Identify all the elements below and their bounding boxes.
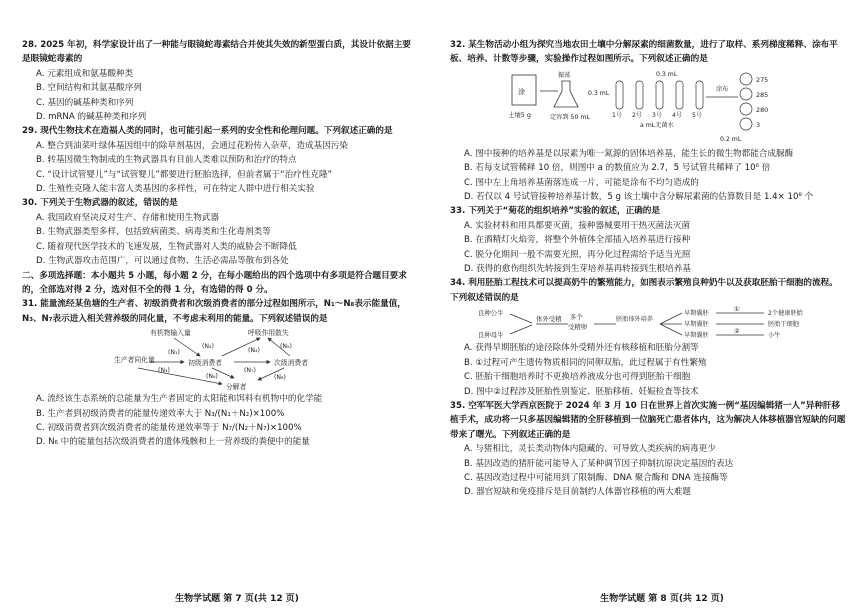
- respiration-label: 呼吸作用散失: [248, 329, 289, 338]
- n3-label: (N₃): [158, 367, 170, 375]
- option-a: A. 实验材料和用具都要灭菌，接种器械要用干热灭菌法灭菌: [464, 220, 691, 231]
- option-a: A. 获得早期胚胎的途径除体外受精外还有核移植和胚胎分割等: [464, 343, 699, 354]
- colony-count: 275: [756, 75, 769, 84]
- plate-label: 涂: [518, 87, 525, 96]
- transfer-plate-label: 0.2 mL: [720, 135, 742, 143]
- option-a: A. 与猪相比，灵长类动物体内隐藏的、可导致人类疾病的病毒更少: [464, 444, 716, 455]
- option-c: C. “设计试管婴儿”与“试管婴儿”都要进行胚胎选择，但前者属于“治疗性克隆”: [36, 169, 332, 180]
- option-d: D. 若仅以 4 号试管接种培养基计数，5 g 该土壤中含分解尿素菌的估算数目是 1.4× 10⁸ 个: [464, 192, 814, 203]
- right-page: [436, 0, 860, 608]
- tube-label: 4号: [672, 111, 682, 119]
- question-stem: 32. 某生物活动小组为探究当地农田土壤中分解尿素的细菌数量，进行了取样、系列梯度稀释、涂布平板、培养、计数等步骤，实验操作过程如图所示。下列叙述正确的是: [450, 40, 838, 65]
- circle-2-label: ②: [734, 328, 740, 336]
- arrow-cow: [510, 325, 532, 334]
- outcome-label: 2个健康胚胎: [768, 310, 803, 318]
- tube: [676, 81, 683, 109]
- page-footer: 生物学试题 第 8 页(共 12 页): [600, 594, 724, 604]
- arrow-bull: [510, 314, 532, 323]
- transfer-top-label: 0.3 mL: [656, 70, 678, 78]
- option-c: C. 初级消费者到次级消费者的能量传递效率等于 N₇/(N₂＋N₇)×100%: [36, 422, 302, 433]
- option-a: A. 我国政府坚决反对生产、存储和使用生物武器: [36, 212, 220, 223]
- question-stem: 33. 下列关于“菊花的组织培养”实验的叙述，正确的是: [450, 206, 660, 217]
- outcome-label: 胚胎干细胞: [768, 321, 799, 329]
- secondary-consumer-label: 次级消费者: [274, 359, 308, 368]
- option-d: D. 获得的愈伤组织先转接到生芽培养基再转接到生根培养基: [464, 264, 691, 275]
- option-b: B. 若每支试管稀释 10 倍，则图中 a 的数值应为 2.7，5 号试管共稀释了 10⁶ 倍: [464, 163, 771, 174]
- n8-label: (N₈): [274, 374, 286, 382]
- question-34: [450, 276, 846, 398]
- petri-dish: [740, 103, 752, 115]
- colony-count: 285: [756, 90, 769, 99]
- arrow-branch-1: [660, 313, 682, 324]
- option-b: B. ①过程可产生遗传物质相同的同卵双胎，此过程属于有性繁殖: [464, 357, 707, 368]
- embryo-flow-diagram: [450, 305, 846, 341]
- question-30: [22, 196, 418, 268]
- option-c: C. 胚胎干细胞培养时不更换培养液成分也可得到胚胎干细胞: [464, 372, 691, 383]
- option-d: D. mRNA 的碱基种类和序列: [36, 112, 147, 123]
- decomposer-label: 分解者: [226, 383, 247, 392]
- option-c: C. 图中左上角培养基菌落连成一片，可能是涂布不均匀造成的: [464, 177, 699, 188]
- petri-dish: [740, 88, 752, 100]
- option-c: C. 基因改造过程中可能用到了限制酶、DNA 聚合酶和 DNA 连接酶等: [464, 472, 728, 483]
- option-b: B. 转基因微生物制成的生物武器具有目前人类难以预防和治疗的特点: [36, 155, 297, 166]
- early-blastocyst-label: 早期囊胚: [684, 310, 709, 318]
- n2-label: (N₂): [202, 343, 214, 351]
- option-d: D. 生殖性克隆人能丰富人类基因的多样性，可在特定人群中进行相关实验: [36, 184, 315, 195]
- many-label: 多个: [570, 313, 583, 322]
- outcome-label: 小牛: [768, 332, 781, 340]
- cow-label: 良种母牛: [478, 331, 504, 340]
- question-35: [450, 399, 846, 500]
- option-a: A. 图中接种的培养基是以尿素为唯一氮源的固体培养基，能生长的微生物都能合成脲酶: [464, 148, 794, 159]
- question-28: [22, 38, 418, 124]
- soil-label: 土壤5 g: [508, 110, 531, 119]
- question-stem: 35. 空军军医大学西京医院于 2024 年 3 月 10 日在世界上首次实施一例“基因编辑猪一人”异种肝移植手术，成功将一只多基因编辑猪的全肝移植到一位脑死亡患者体内，这为解决人体移植器官短缺的问题带来了曙光。下列叙述正确的是: [450, 400, 846, 440]
- option-b: B. 在酒精灯火焰旁，将整个外植体全部插入培养基进行接种: [464, 235, 691, 246]
- organic-input-label: 有机物输入量: [150, 329, 191, 338]
- colony-count: 280: [756, 105, 769, 114]
- question-31: [22, 297, 418, 449]
- n7-label: (N₇): [244, 367, 256, 375]
- early-blastocyst-label: 早期囊胚: [684, 332, 709, 340]
- option-b: B. 空间结构和其氨基酸序列: [36, 83, 142, 94]
- option-c: C. 脱分化期间一般不需要光照，再分化过程需给予适当光照: [464, 249, 691, 260]
- petri-dish: [740, 118, 752, 130]
- culture-label: 胚胎体外培养: [616, 316, 654, 324]
- early-blastocyst-label: 早期囊胚: [684, 321, 709, 329]
- flask-sub-label: 定容到 50 mL: [550, 113, 590, 121]
- option-b: B. 生物武器类型多样，包括致病菌类、病毒类和生化毒剂类等: [36, 227, 271, 238]
- question-29: [22, 124, 418, 196]
- option-d: D. 图中②过程涉及胚胎性别鉴定、胚胎移植、妊娠检查等技术: [464, 386, 699, 397]
- tube: [636, 81, 643, 109]
- option-a: A. 元素组成和氨基酸种类: [36, 68, 134, 79]
- flask-icon: [554, 81, 578, 107]
- fertilized-label: 受精卵: [568, 323, 588, 332]
- question-stem: 34. 利用胚胎工程技术可以提高奶牛的繁殖能力，如图表示繁殖良种奶牛以及获取胚胎干细胞的流程。下列叙述错误的是: [450, 278, 838, 303]
- ivf-label: 体外受精: [536, 315, 562, 324]
- option-b: B. 基因改造的猪肝能可能导入了某种调节因子抑制抗原决定基因的表达: [464, 458, 734, 469]
- option-a: A. 整合到油菜叶绿体基因组中的除草剂基因，会通过花粉传入杂草，造成基因污染: [36, 140, 348, 151]
- option-b: B. 生产者到初级消费者的能量传递效率大于 N₃/(N₁＋N₂)×100%: [36, 408, 285, 419]
- circle-1-label: ①: [734, 306, 740, 314]
- tube-label: 5号: [692, 111, 702, 119]
- section-heading: 二、多项选择题：本小题共 5 小题，每小题 2 分，在每小题给出的四个选项中有多项是符合题目要求的，全部选对得 2 分，选对但不全的得 1 分，有选错的得 0 分。: [22, 270, 407, 295]
- question-stem: 30. 下列关于生物武器的叙述，错误的是: [22, 198, 178, 209]
- tube: [616, 81, 623, 109]
- n5-label: (N₅): [280, 343, 292, 351]
- option-d: D. 器官短缺和免疫排斥是目前制约人体器官移植的两大难题: [464, 487, 691, 498]
- page-footer: 生物学试题 第 7 页(共 12 页): [175, 594, 299, 604]
- dilution-diagram: [450, 67, 846, 147]
- n4-label: (N₄): [248, 347, 260, 355]
- option-c: C. 基因的碱基种类和序列: [36, 97, 134, 108]
- tube: [696, 81, 703, 109]
- tube: [656, 81, 663, 109]
- colony-count: 3: [756, 120, 761, 129]
- tubes: [616, 81, 703, 109]
- producer-label: 生产者同化量: [114, 356, 155, 365]
- n1-label: (N₁): [168, 349, 180, 357]
- option-d: D. 生物武器攻击范围广，可以通过食物、生活必需品等散布到各处: [36, 256, 289, 267]
- tube-label: 3号: [652, 111, 662, 119]
- plates: [740, 73, 752, 130]
- transfer-label: 0.3 mL: [588, 89, 610, 97]
- option-c: C. 随着现代医学技术的飞速发展，生物武器对人类的威胁会不断降低: [36, 241, 297, 252]
- bull-label: 良种公牛: [478, 309, 504, 318]
- n6-label: (N₆): [206, 373, 218, 381]
- sterile-water-label: a mL无菌水: [640, 121, 674, 129]
- question-stem: 31. 能量流经某鱼塘的生产者、初级消费者和次级消费者的部分过程如图所示，N₁～N₈表示能量值，N₃、N₇表示进入相关营养级的同化量，不考虑未利用的能量。下列叙述错误的是: [22, 299, 406, 324]
- option-a: A. 流经该生态系统的总能量为生产者固定的太阳能和饵料有机物中的化学能: [36, 394, 323, 405]
- petri-dish: [740, 73, 752, 85]
- mix-label: 振荡: [558, 71, 571, 79]
- question-stem: 29. 现代生物技术在造福人类的同时，也可能引起一系列的安全性和伦理问题。下列叙述正确的是: [22, 126, 393, 137]
- question-33: [450, 204, 846, 276]
- primary-consumer-label: 初级消费者: [188, 359, 222, 368]
- question-32: [450, 38, 846, 204]
- energy-flow-diagram: [22, 326, 418, 392]
- arrow-branch-3: [660, 324, 682, 335]
- option-d: D. N₆ 中的能量包括次级消费者的遗体残骸和上一营养级的粪便中的能量: [36, 437, 310, 448]
- coat-label: 涂布: [716, 85, 729, 93]
- question-stem: 28. 2025 年初，科学家设计出了一种能与眼镜蛇毒素结合并使其失效的新型蛋白质，其设计依据主要是眼镜蛇毒素的: [22, 40, 411, 65]
- tube-label: 2号: [632, 111, 642, 119]
- tube-label: 1号: [612, 111, 622, 119]
